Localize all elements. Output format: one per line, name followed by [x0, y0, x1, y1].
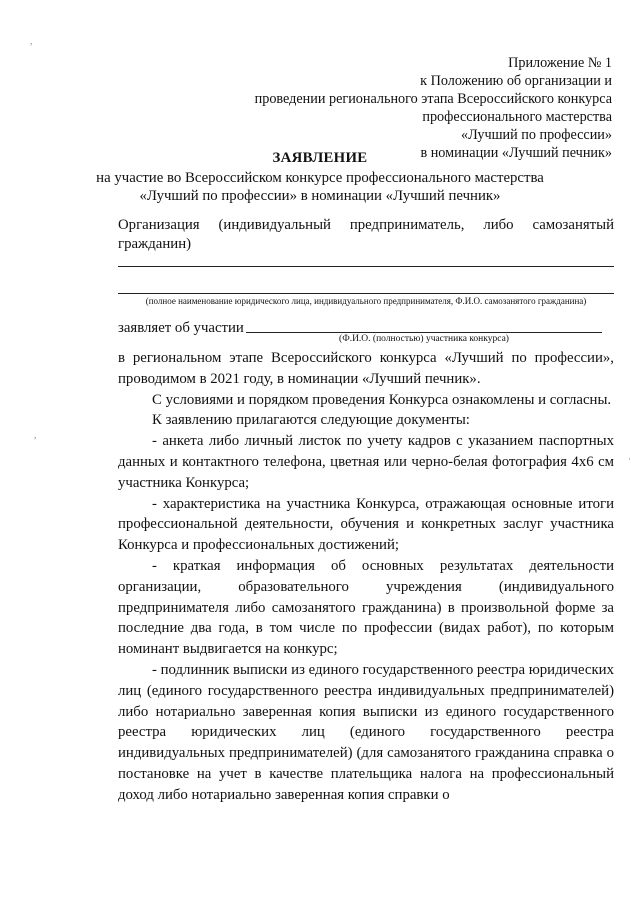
paragraph-participation: в региональном этапе Всероссийского конкурса «Лучший по профессии», проводимом в 2021 году, в номинации «Лучший печник».	[118, 350, 614, 387]
list-item-activity-info: - краткая информация об основных результатах деятельности организации, образовательного учреждения (индивидуального предпринимателя либо самозанятого гражданина) в произвольной форме за последние два года, в том числе по профессии (видах работ), по которым номинант выдвигается на конкурс;	[118, 557, 614, 658]
list-item-questionnaire: - анкета либо личный листок по учету кадров с указанием паспортных данных и контактного телефона, цветная или черно-белая фотография 4х6 см участника Конкурса;	[118, 433, 614, 491]
declares-label: заявляет об участии	[118, 320, 244, 336]
annex-line: в номинации «Лучший печник»	[420, 145, 612, 161]
scan-speck: ,	[34, 430, 37, 440]
organization-fill-line	[118, 266, 614, 267]
annex-line: проведении регионального этапа Всероссийского конкурса	[254, 91, 612, 107]
annex-header	[192, 54, 612, 162]
organization-label-line: Организация (индивидуальный предприниматель, либо самозанятый	[118, 217, 614, 233]
paragraph-agreement: С условиями и порядком проведения Конкурса ознакомлены и согласны.	[152, 391, 612, 408]
document-title: ЗАЯВЛЕНИЕ	[272, 150, 368, 166]
annex-line: к Положению об организации и	[420, 73, 612, 89]
participant-caption: (Ф.И.О. (полностью) участника конкурса)	[339, 334, 509, 344]
annex-line: профессионального мастерства	[422, 109, 612, 125]
scan-speck: ,	[30, 36, 33, 46]
organization-label	[118, 216, 614, 254]
subtitle-line: на участие во Всероссийском конкурсе профессионального мастерства	[96, 170, 544, 186]
annex-line: «Лучший по профессии»	[461, 127, 612, 143]
participant-fill-line	[246, 332, 602, 333]
list-item-reference: - характеристика на участника Конкурса, отражающая основные итоги профессиональной деятельности, обучения и конкретных заслуг участника Конкурса и профессиональных достижений;	[118, 495, 614, 554]
organization-label-line: гражданин)	[118, 236, 192, 252]
paragraph-attachments-intro: К заявлению прилагаются следующие документы:	[152, 412, 470, 429]
organization-caption: (полное наименование юридического лица, индивидуального предпринимателя, Ф.И.О. самозанятого гражданина)	[145, 296, 587, 306]
list-item-registry-extract: - подлинник выписки из единого государственного реестра юридических лиц (единого государственного реестра индивидуальных предпринимателей) либо нотариально заверенная копия выписки из единого государственного реестра юридических лиц (единого государственного реестра индивидуальных предпринимателей) (для самозанятого гражданина справка о постановке на учет в качестве плательщика налога на профессиональный доход либо нотариально заверенная копия справки о	[118, 661, 614, 803]
organization-fill-line	[118, 293, 614, 294]
document-body	[118, 348, 614, 806]
subtitle-line: «Лучший по профессии» в номинации «Лучший печник»	[139, 188, 501, 204]
document-subtitle	[0, 169, 640, 205]
annex-line: Приложение № 1	[508, 55, 612, 71]
scan-speck: ·	[628, 454, 631, 464]
